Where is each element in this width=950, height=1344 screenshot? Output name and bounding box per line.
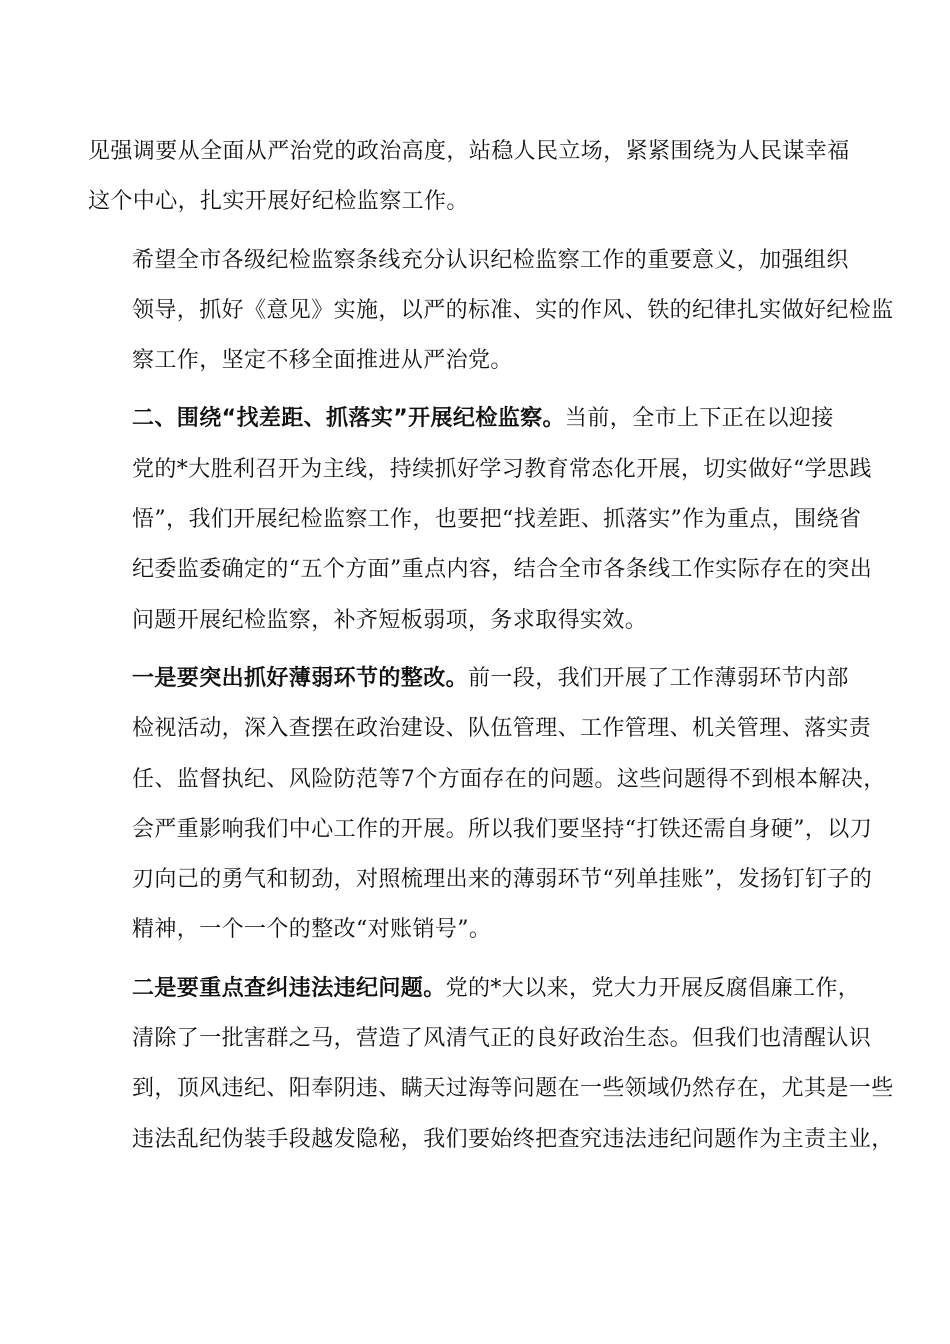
text-line: 悟”，我们开展纪检监察工作，也要把“找差距、抓落实”作为重点，围绕省 [132, 507, 862, 533]
text-line: 会严重影响我们中心工作的开展。所以我们要坚持“打铁还需自身硬”，以刀 [132, 816, 873, 842]
text-line [88, 654, 850, 704]
text-line: 这个中心，扎实开展好纪检监察工作。 [88, 189, 469, 215]
document-body [88, 127, 894, 1173]
text-line: 清除了一批害群之马，营造了风清气正的良好政治生态。但我们也清醒认识 [132, 1026, 872, 1052]
text-line: 见强调要从全面从严治党的政治高度，站稳人民立场，紧紧围绕为人民谋幸福 [88, 139, 850, 164]
point-heading: 一是要突出抓好薄弱环节的整改。 [132, 665, 469, 691]
text-line: 任、监督执纪、风险防范等7个方面存在的问题。这些问题得不到根本解决， [132, 766, 886, 792]
text-line: 检视活动，深入查摆在政治建设、队伍管理、工作管理、机关管理、落实责 [132, 716, 872, 742]
point-two-paragraph [88, 964, 894, 1165]
text-line: 察工作，坚定不移全面推进从严治党。 [132, 348, 513, 374]
text-run: 前一段，我们开展了工作薄弱环节内部 [468, 665, 849, 691]
text-line: 纪委监委确定的“五个方面”重点内容，结合全市各条线工作实际存在的突出 [132, 557, 873, 583]
section-heading: 二、围绕“找差距、抓落实”开展纪检监察。 [132, 406, 565, 432]
text-line: 违法乱纪伪装手段越发隐秘，我们要始终把查究违法违纪问题作为主责主业， [132, 1126, 894, 1152]
text-line [88, 964, 861, 1014]
text-line: 精神，一个一个的整改“对账销号”。 [132, 917, 492, 943]
text-line: 问题开展纪检监察，补齐短板弱项，务求取得实效。 [132, 607, 648, 633]
text-line [88, 394, 850, 444]
point-one-paragraph [88, 654, 886, 956]
text-run: 党的*大以来，党大力开展反腐倡廉工作， [445, 975, 861, 1001]
text-line: 领导，抓好《意见》实施，以严的标准、实的作风、铁的纪律扎实做好纪检监 [132, 297, 894, 323]
point-heading: 二是要重点查纠违法违纪问题。 [132, 975, 446, 1001]
paragraph-2 [88, 236, 894, 387]
section-two-heading-paragraph [88, 394, 873, 645]
text-line: 刃向己的勇气和韧劲，对照梳理出来的薄弱环节“列单挂账”，发扬钉钉子的 [132, 867, 873, 893]
text-line: 党的*大胜利召开为主线，持续抓好学习教育常态化开展，切实做好“学思践 [132, 456, 872, 482]
text-run: 当前，全市上下正在以迎接 [564, 406, 834, 432]
paragraph-1 [88, 127, 850, 228]
text-line: 希望全市各级纪检监察条线充分认识纪检监察工作的重要意义，加强组织 [132, 247, 849, 273]
text-line: 到，顶风违纪、阳奉阴违、瞒天过海等问题在一些领域仍然存在，尤其是一些 [132, 1076, 894, 1102]
